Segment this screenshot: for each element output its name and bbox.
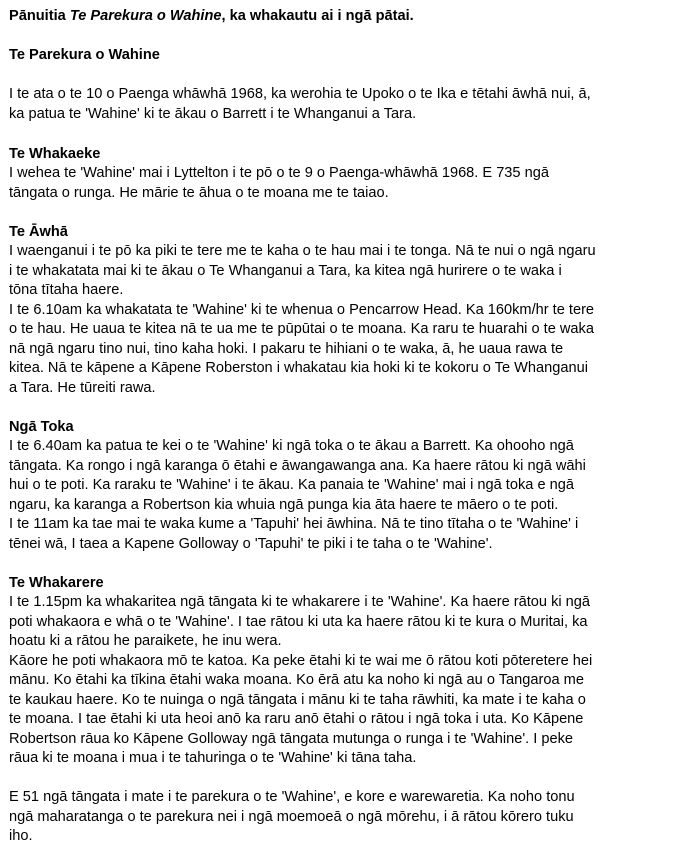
paragraph-line: a Tara. He tūreiti rawa.: [9, 380, 156, 396]
paragraph-line: o te hau. He uaua te kitea nā te ua me te pūpūtai o te moana. Ka raru te huarahi o te waka: [9, 321, 594, 337]
intro-line: I te ata o te 10 o Paenga whāwhā 1968, ka werohia te Upoko o te Ika e tētahi āwhā nui, ā,: [9, 86, 591, 102]
paragraph-line: i te whakatata mai ki te ākau o Te Whanganui a Tara, ka kitea ngā hurirere o te waka i: [9, 263, 562, 279]
section-heading-whakaeke: Te Whakaeke: [9, 146, 101, 162]
paragraph-line: poti whakaora e whā o te 'Wahine'. I tae rātou ki uta ka haere rātou ki te kura o Muritai, ka: [9, 614, 588, 630]
section-heading-toka: Ngā Toka: [9, 419, 74, 435]
paragraph-line: te moana. I tae ētahi ki uta heoi anō ka raru anō ētahi o rātou i ngā toka i uta. Ko Kāpene: [9, 711, 584, 727]
closing-line: E 51 ngā tāngata i mate i te parekura o te 'Wahine', e kore e warewaretia. Ka noho tonu: [9, 789, 575, 805]
paragraph-line: hui o te poti. Ka raraku te 'Wahine' i te ākau. Ka panaia te 'Wahine' mai i ngā toka e ngā: [9, 477, 574, 493]
paragraph-line: I te 11am ka tae mai te waka kume a 'Tapuhi' hei āwhina. Nā te tino tītaha o te 'Wahine' i: [9, 516, 579, 532]
paragraph-line: te kaukau haere. Ko te nuinga o ngā tāngata i mānu ki te taha rāwhiti, ka mate i te kaha o: [9, 692, 586, 708]
instruction-title: Te Parekura o Wahine: [69, 8, 222, 24]
paragraph-line: tēnei wā, I taea a Kapene Golloway o 'Tapuhi' te piki i te taha o te 'Wahine'.: [9, 536, 493, 552]
paragraph-line: tōna tītaha haere.: [9, 282, 124, 298]
paragraph-line: tāngata. Ka rongo i ngā karanga ō ētahi e āwangawanga ana. Ka haere rātou ki ngā wāhi: [9, 458, 586, 474]
paragraph-line: hoatu ki a rātou he paraikete, he inu wera.: [9, 633, 282, 649]
paragraph-line: I waenganui i te pō ka piki te tere me te kaha o te hau mai i te tonga. Nā te nui o ngā ngaru: [9, 243, 596, 259]
page-title: Te Parekura o Wahine: [9, 47, 160, 63]
instruction-suffix: , ka whakautu ai i ngā pātai.: [221, 8, 414, 24]
paragraph-line: mānu. Ko ētahi ka tīkina ētahi waka moana. Ko ērā atu ka noho ki ngā au o Tangaroa me: [9, 672, 584, 688]
paragraph-line: I te 6.40am ka patua te kei o te 'Wahine' ki ngā toka o te ākau a Barrett. Ka ohooho ngā: [9, 438, 574, 454]
paragraph-line: I te 6.10am ka whakatata te 'Wahine' ki te whenua o Pencarrow Head. Ka 160km/hr te tere: [9, 302, 595, 318]
paragraph-line: tāngata o runga. He mārie te āhua o te moana me te taiao.: [9, 185, 389, 201]
paragraph-line: nā ngā ngaru tino nui, tino kaha hoki. I pakaru te hihiani o te waka, ā, he uaua rawa te: [9, 341, 564, 357]
instruction-prefix: Pānuitia: [9, 8, 70, 24]
paragraph-line: kitea. Nā te kāpene a Kāpene Roberston i whakatau kia hoki ki te kokoru o Te Whanganui: [9, 360, 588, 376]
paragraph-line: Robertson rāua ko Kāpene Golloway ngā tāngata mutunga o runga i te 'Wahine'. I peke: [9, 731, 574, 747]
closing-line: ngā maharatanga o te parekura nei i ngā moemoeā o ngā mōrehu, i ā rātou kōrero tuku: [9, 809, 574, 825]
paragraph-line: I wehea te 'Wahine' mai i Lyttelton i te pō o te 9 o Paenga-whāwhā 1968. E 735 ngā: [9, 165, 549, 181]
paragraph-line: ngaru, ka karanga a Robertson kia whuia ngā punga kia āta haere te māero o te poti.: [9, 497, 559, 513]
closing-line: iho.: [9, 828, 33, 844]
paragraph-line: Kāore he poti whakaora mō te katoa. Ka peke ētahi ki te wai me ō rātou koti pōteretere hei: [9, 653, 593, 669]
section-heading-awha: Te Āwhā: [9, 224, 68, 240]
paragraph-line: I te 1.15pm ka whakaritea ngā tāngata ki te whakarere i te 'Wahine'. Ka haere rātou ki ngā: [9, 594, 591, 610]
intro-line: ka patua te 'Wahine' ki te ākau o Barrett i te Whanganui a Tara.: [9, 106, 417, 122]
section-heading-whakarere: Te Whakarere: [9, 575, 104, 591]
instruction: [9, 7, 414, 25]
paragraph-line: rāua ki te moana i mua i te tahuringa o te 'Wahine' ki tāna taha.: [9, 750, 417, 766]
